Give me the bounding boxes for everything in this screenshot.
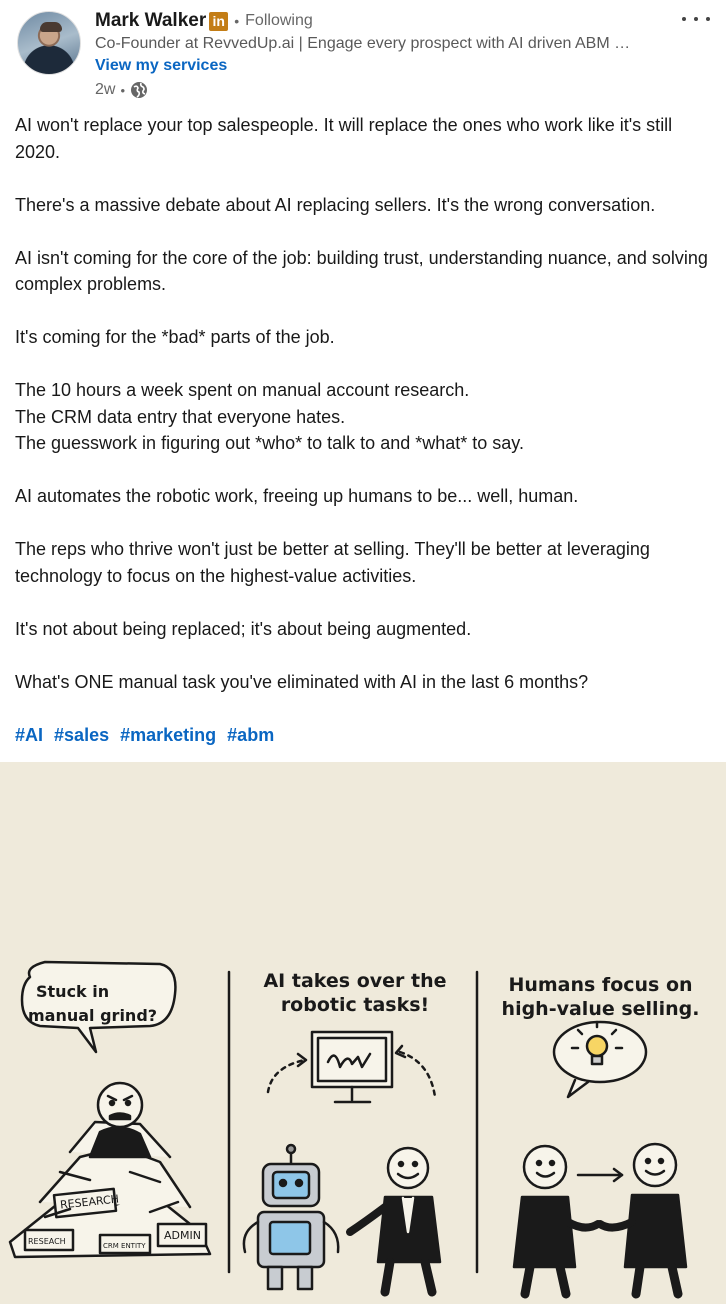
globe-icon [130, 81, 148, 99]
post-header [0, 0, 726, 112]
paper-label: CRM ENTITY [103, 1242, 146, 1250]
linkedin-premium-icon: in [209, 12, 228, 31]
post-paragraph: AI isn't coming for the core of the job: building trust, understanding nuance, and solving complex problems. [15, 247, 708, 294]
hashtag-link[interactable]: #abm [227, 725, 275, 745]
post-paragraph: The reps who thrive won't just be better at selling. They'll be better at leveraging technology to focus on the highest-value activities. [15, 539, 650, 586]
post-paragraph: It's coming for the *bad* parts of the job. [15, 327, 335, 347]
paragraph-gap [15, 642, 715, 669]
paragraph-gap [15, 510, 715, 537]
author-headline: Co-Founder at RevvedUp.ai | Engage every prospect with AI driven ABM … [95, 35, 631, 52]
separator-dot: • [234, 13, 240, 29]
author-name[interactable]: Mark Walker [95, 10, 207, 31]
stressed-person [90, 1083, 150, 1157]
post-paragraph: AI won't replace your top salespeople. It will replace the ones who work like it's still 2020. [15, 115, 673, 162]
view-services-link[interactable]: View my services [95, 57, 228, 74]
robot-icon [244, 1145, 338, 1289]
dot-icon [706, 17, 710, 21]
post-meta [95, 79, 148, 101]
post-paragraph: The CRM data entry that everyone hates. [15, 406, 346, 427]
panel-2-caption: AI takes over the robotic tasks! [263, 970, 447, 1016]
dot-icon [682, 17, 686, 21]
paragraph-gap [15, 298, 715, 325]
post-paragraph: What's ONE manual task you've eliminated with AI in the last 6 months? [15, 671, 589, 692]
post-image[interactable] [0, 762, 726, 1304]
paragraph-gap [15, 218, 715, 245]
lightbulb-icon [554, 1022, 646, 1097]
paper-label: RESEACH [28, 1237, 66, 1246]
post-paragraph: The 10 hours a week spent on manual account research. [15, 380, 470, 400]
hashtag-link[interactable]: #marketing [120, 725, 217, 745]
author-name-row [95, 9, 313, 33]
paper-label: ADMIN [164, 1229, 201, 1242]
post-text [15, 112, 715, 695]
paragraph-gap [15, 457, 715, 484]
dashed-arrow [400, 1052, 435, 1097]
panel-3-caption: Humans focus on high-value selling. [501, 974, 700, 1020]
post-paragraph: The guesswork in figuring out *who* to talk to and *what* to say. [15, 433, 524, 453]
computer-monitor-icon [312, 1032, 392, 1102]
avatar[interactable] [17, 11, 81, 75]
post-paragraph: It's not about being replaced; it's about being augmented. [15, 618, 472, 639]
handshake-people [514, 1144, 686, 1294]
post-paragraph: AI automates the robotic work, freeing up humans to be... well, human. [15, 486, 579, 506]
dot-icon [694, 17, 698, 21]
follow-status: Following [245, 12, 313, 29]
time-ago: 2w [95, 81, 116, 98]
meta-separator: • [120, 82, 126, 98]
businessman-icon [350, 1148, 440, 1292]
paragraph-gap [15, 589, 715, 616]
comic-illustration [0, 762, 726, 1304]
hashtag-link[interactable]: #sales [54, 725, 110, 745]
paper-label: RESEARCH [59, 1192, 120, 1212]
paragraph-gap [15, 165, 715, 192]
hashtags [15, 725, 280, 746]
paragraph-gap [15, 351, 715, 378]
panel-1-caption: Stuck in manual grind? [28, 982, 158, 1025]
hashtag-link[interactable]: #AI [15, 725, 44, 745]
post-paragraph: There's a massive debate about AI replacing sellers. It's the wrong conversation. [15, 194, 656, 215]
more-options-button[interactable] [682, 10, 710, 28]
